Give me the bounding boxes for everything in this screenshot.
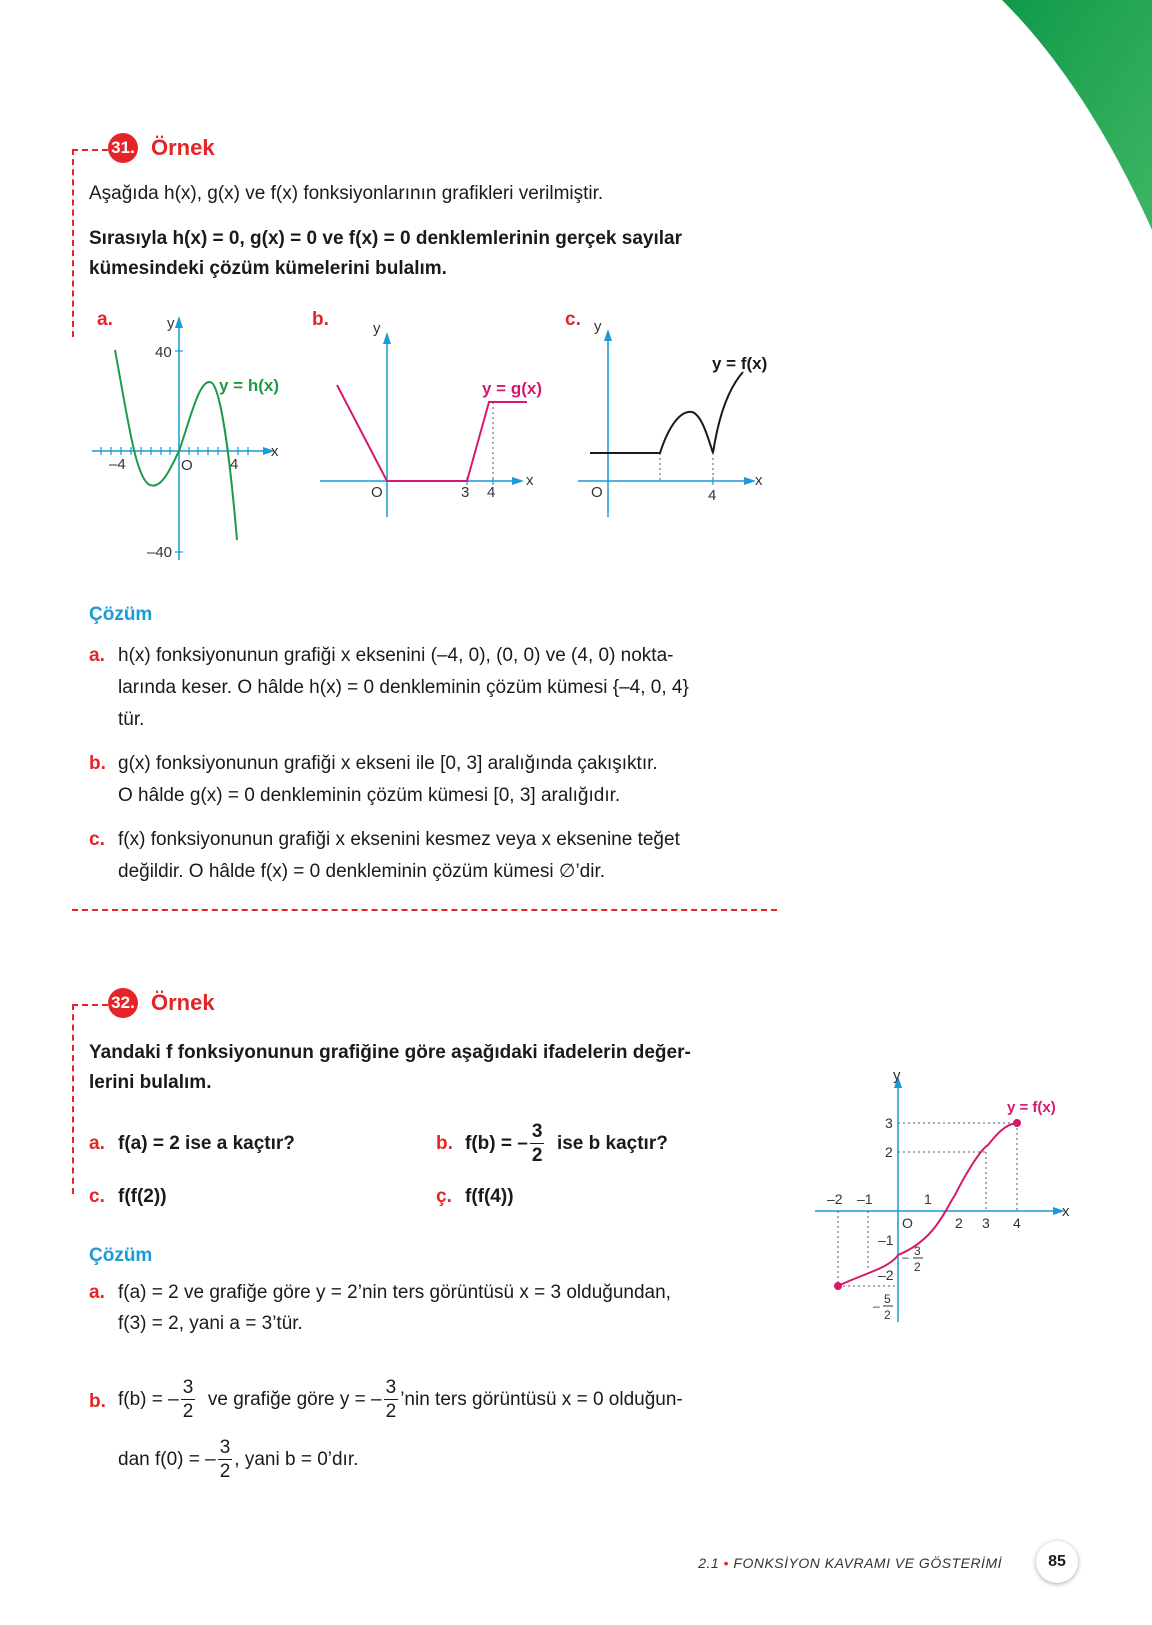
example-31-intro: Aşağıda h(x), g(x) ve f(x) fonksiyonlarının grafikleri verilmiştir. bbox=[89, 183, 604, 204]
example-31-solution-heading: Çözüm bbox=[89, 604, 153, 625]
example-32-intro-line1: Yandaki f fonksiyonunun grafiğine göre aşağıdaki ifadelerin değer- bbox=[89, 1042, 691, 1063]
example-31-sol-a-label: a. bbox=[89, 645, 105, 666]
fraction-numerator: 3 bbox=[914, 1244, 921, 1258]
graph-32-tick-2: 2 bbox=[955, 1215, 963, 1231]
graph-b-label: b. bbox=[312, 309, 329, 330]
example-31-task-line1: Sırasıyla h(x) = 0, g(x) = 0 ve f(x) = 0 denklemlerinin gerçek sayılar bbox=[89, 228, 682, 249]
example-31-sol-c-line2: değildir. O hâlde f(x) = 0 denkleminin çözüm kümesi ∅’dir. bbox=[118, 861, 606, 882]
example-32-q-b-fraction bbox=[530, 1122, 545, 1165]
graph-a bbox=[80, 300, 300, 565]
corner-decoration bbox=[992, 0, 1152, 240]
graph-32-y-frac-5-2 bbox=[873, 1292, 893, 1322]
example-31-frame-top bbox=[72, 149, 108, 151]
graph-a-tick-left: –4 bbox=[109, 456, 126, 473]
example-32-sol-a-label: a. bbox=[89, 1282, 105, 1303]
graph-a-x-label: x bbox=[271, 443, 279, 460]
example-32-sol-b-label: b. bbox=[89, 1391, 106, 1412]
graph-32-tick-1: 1 bbox=[924, 1191, 932, 1207]
graph-a-curve-label: y = h(x) bbox=[219, 376, 279, 395]
graph-b-y-arrow bbox=[383, 332, 391, 344]
graph-c-label: c. bbox=[565, 309, 581, 330]
example-32-q-a-label: a. bbox=[89, 1133, 105, 1154]
graph-32-start-point bbox=[834, 1282, 842, 1290]
example-31-task-line2: kümesindeki çözüm kümelerini bulalım. bbox=[89, 258, 447, 279]
example-31-sol-c-line1: f(x) fonksiyonunun grafiği x eksenini kesmez veya x eksenine teğet bbox=[118, 829, 680, 850]
fraction-denominator: 2 bbox=[914, 1260, 921, 1274]
page-number: 85 bbox=[1036, 1541, 1078, 1583]
graph-c-curve-label: y = f(x) bbox=[712, 354, 768, 373]
example-32-solution-heading: Çözüm bbox=[89, 1245, 153, 1266]
example-31-sol-b-line1: g(x) fonksiyonunun grafiği x ekseni ile [0, 3] aralığında çakışıktır. bbox=[118, 753, 658, 774]
graph-32-tick-m1: –1 bbox=[857, 1191, 873, 1207]
graph-32-y-m1: –1 bbox=[878, 1232, 894, 1248]
example-32-intro-line2: lerini bulalım. bbox=[89, 1072, 212, 1093]
graph-32-y-m2: –2 bbox=[878, 1267, 894, 1283]
example-32-q-d: f(f(4)) bbox=[465, 1186, 514, 1207]
footer-chapter: FONKSİYON KAVRAMI VE GÖSTERİMİ bbox=[733, 1555, 1002, 1571]
example-32-frame-top bbox=[72, 1004, 108, 1006]
example-31-sol-c-label: c. bbox=[89, 829, 105, 850]
example-32-sol-a-line2: f(3) = 2, yani a = 3’tür. bbox=[118, 1313, 303, 1334]
graph-b-curve bbox=[337, 385, 527, 481]
graph-b-tick-3-label: 3 bbox=[461, 484, 470, 501]
graph-a-origin: O bbox=[181, 457, 193, 474]
graph-a-tick-top: 40 bbox=[155, 344, 172, 361]
fraction-numerator: 3 bbox=[385, 1377, 397, 1399]
example-32-badge: 32. bbox=[108, 988, 138, 1018]
example-31-title: Örnek bbox=[151, 135, 215, 160]
graph-a-y-label: y bbox=[167, 315, 175, 332]
example-32-q-b bbox=[465, 1116, 668, 1172]
graph-32-end-point bbox=[1013, 1119, 1021, 1127]
example-31-badge: 31. bbox=[108, 133, 138, 163]
graph-32-curve-label: y = f(x) bbox=[1007, 1099, 1056, 1116]
graph-32-origin: O bbox=[902, 1215, 913, 1231]
graph-c bbox=[560, 300, 780, 520]
fraction-denominator: 2 bbox=[531, 1145, 543, 1167]
graph-a-y-arrow bbox=[175, 316, 183, 328]
example-32-sol-b2-pre: dan f(0) = – bbox=[118, 1449, 216, 1470]
example-31-separator bbox=[72, 909, 777, 911]
footer-section: 2.1 bbox=[698, 1555, 720, 1571]
fraction-denominator: 2 bbox=[182, 1401, 194, 1423]
graph-a-tick-right: 4 bbox=[230, 456, 239, 473]
footer-bullet: • bbox=[723, 1555, 729, 1571]
fraction-denominator: 2 bbox=[219, 1461, 231, 1483]
example-32-title: Örnek bbox=[151, 990, 215, 1015]
graph-b-origin: O bbox=[371, 484, 383, 501]
graph-b-y-label: y bbox=[373, 320, 381, 337]
example-32-q-b-pre: f(b) = – bbox=[465, 1133, 528, 1154]
graph-c-curve bbox=[590, 372, 743, 453]
graph-32-tick-m2: –2 bbox=[827, 1191, 843, 1207]
graph-c-y-label: y bbox=[594, 318, 602, 335]
graph-32-y-2: 2 bbox=[885, 1144, 893, 1160]
example-32-q-c: f(f(2)) bbox=[118, 1186, 167, 1207]
graph-32 bbox=[810, 1055, 1080, 1330]
fraction-numerator: 3 bbox=[219, 1437, 231, 1459]
page-footer bbox=[698, 1555, 1002, 1571]
graph-32-tick-4: 4 bbox=[1013, 1215, 1021, 1231]
graph-32-y-label: y bbox=[893, 1067, 901, 1084]
graph-b bbox=[300, 300, 550, 520]
fraction-minus-sign: – bbox=[873, 1299, 880, 1313]
example-32-sol-b-mid: ve grafiğe göre y = – bbox=[207, 1389, 382, 1410]
example-32-sol-b-fraction-1 bbox=[181, 1378, 196, 1421]
example-32-sol-b-pre: f(b) = – bbox=[118, 1389, 179, 1410]
graph-c-y-arrow bbox=[604, 329, 612, 341]
example-32-q-b-post: ise b kaçtır? bbox=[556, 1133, 668, 1154]
fraction-denominator: 2 bbox=[385, 1401, 397, 1423]
fraction-numerator: 3 bbox=[531, 1121, 543, 1143]
example-31-sol-a-line1: h(x) fonksiyonunun grafiği x eksenini (–4, 0), (0, 0) ve (4, 0) nokta- bbox=[118, 645, 674, 666]
example-32-q-b-label: b. bbox=[436, 1133, 453, 1154]
graph-b-x-arrow bbox=[512, 477, 524, 485]
fraction-numerator: 5 bbox=[884, 1292, 891, 1306]
example-31-frame-left bbox=[72, 149, 74, 337]
example-32-q-a: f(a) = 2 ise a kaçtır? bbox=[118, 1133, 295, 1154]
fraction-denominator: 2 bbox=[884, 1308, 891, 1322]
example-31-sol-b-label: b. bbox=[89, 753, 106, 774]
example-31-sol-b-line2: O hâlde g(x) = 0 denkleminin çözüm kümesi [0, 3] aralığıdır. bbox=[118, 785, 621, 806]
example-32-sol-b-post: ’nin ters görüntüsü x = 0 olduğun- bbox=[400, 1389, 683, 1410]
example-32-frame-left bbox=[72, 1004, 74, 1194]
graph-c-x-label: x bbox=[755, 472, 763, 489]
example-32-sol-b2-fraction bbox=[218, 1438, 233, 1481]
example-32-sol-a-line1: f(a) = 2 ve grafiğe göre y = 2’nin ters görüntüsü x = 3 olduğundan, bbox=[118, 1282, 671, 1303]
fraction-numerator: 3 bbox=[182, 1377, 194, 1399]
graph-b-x-label: x bbox=[526, 472, 534, 489]
graph-32-x-label: x bbox=[1062, 1203, 1070, 1220]
graph-a-label: a. bbox=[97, 309, 113, 330]
graph-c-origin: O bbox=[591, 484, 603, 501]
example-32-q-c-label: c. bbox=[89, 1186, 105, 1207]
example-32-sol-b-fraction-2 bbox=[384, 1378, 399, 1421]
example-32-sol-b2-post: , yani b = 0’dır. bbox=[234, 1449, 359, 1470]
graph-b-curve-label: y = g(x) bbox=[482, 379, 542, 398]
example-32-q-d-label: ç. bbox=[436, 1186, 452, 1207]
graph-c-tick-4-label: 4 bbox=[708, 487, 717, 504]
graph-a-tick-bottom: –40 bbox=[147, 544, 173, 561]
example-32-sol-b-line1 bbox=[118, 1370, 683, 1430]
graph-b-tick-4-label: 4 bbox=[487, 484, 496, 501]
graph-32-y-3: 3 bbox=[885, 1115, 893, 1131]
example-31-sol-a-line2: larında keser. O hâlde h(x) = 0 denkleminin çözüm kümesi {–4, 0, 4} bbox=[118, 677, 689, 698]
fraction-minus-sign: – bbox=[902, 1250, 909, 1264]
graph-32-tick-3: 3 bbox=[982, 1215, 990, 1231]
example-32-sol-b-line2 bbox=[118, 1430, 358, 1490]
example-31-sol-a-line3: tür. bbox=[118, 709, 145, 730]
